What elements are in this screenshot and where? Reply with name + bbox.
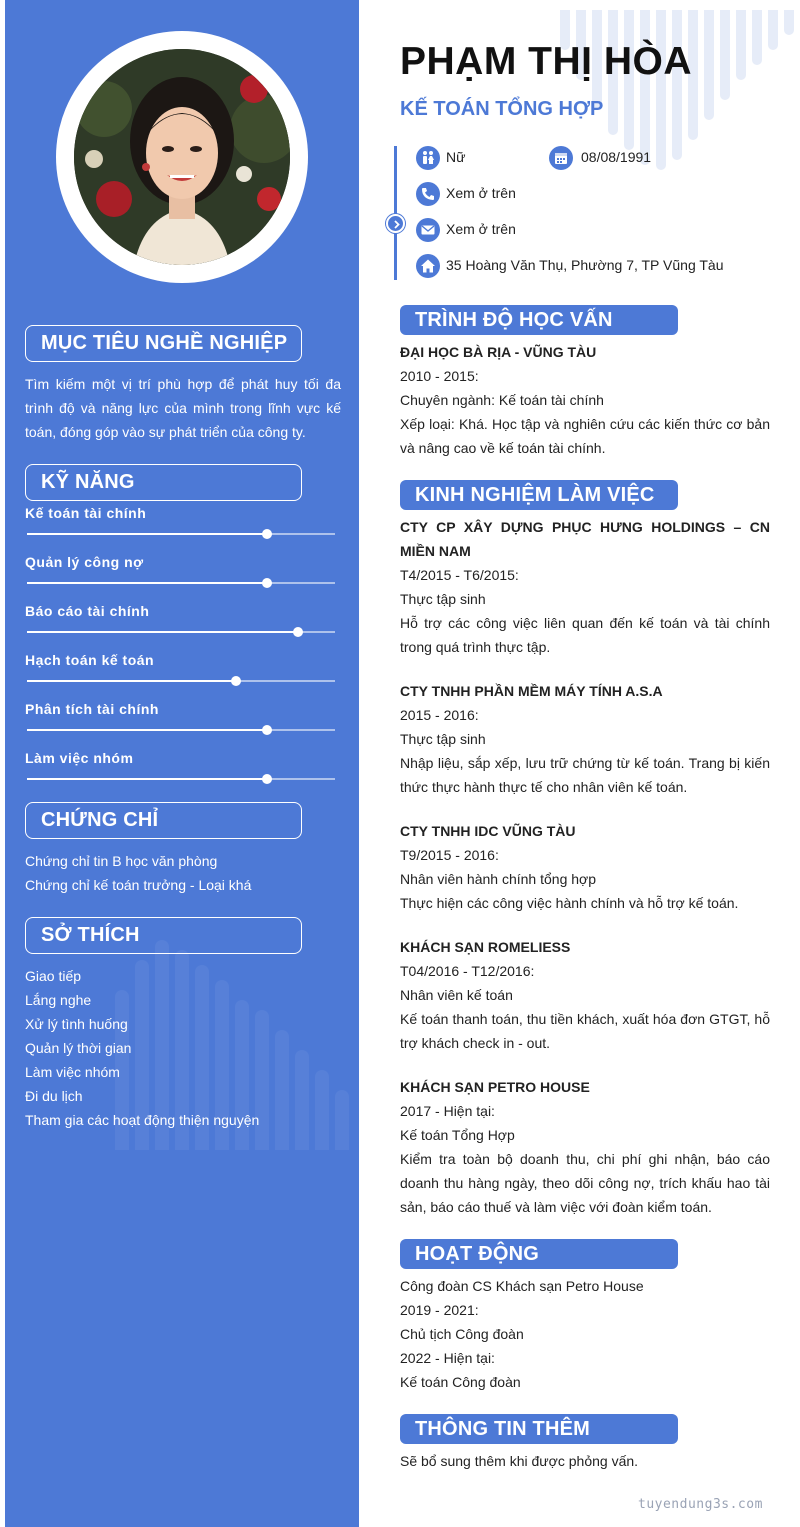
- birthday-value: 08/08/1991: [581, 149, 652, 165]
- activity-line: Công đoàn CS Khách sạn Petro House: [400, 1278, 644, 1294]
- home-icon: [416, 254, 440, 278]
- objective-heading: [25, 325, 302, 362]
- activities-title: HOẠT ĐỘNG: [415, 1243, 540, 1265]
- job-role: Nhân viên kế toán: [400, 987, 513, 1003]
- skill-bar: [27, 778, 335, 780]
- gender-item: [416, 146, 536, 170]
- watermark: tuyendung3s.com: [638, 1497, 763, 1512]
- job-role: Kế toán Tổng Hợp: [400, 1127, 515, 1143]
- activities-heading: [400, 1239, 678, 1269]
- job-role: Nhân viên hành chính tổng hợp: [400, 871, 596, 887]
- school-name: ĐẠI HỌC BÀ RỊA - VŨNG TÀU: [400, 344, 597, 360]
- skill-level-handle: [262, 578, 272, 588]
- job-entry: [400, 1075, 770, 1219]
- more-info-heading: [400, 1414, 678, 1444]
- avatar: [74, 49, 290, 265]
- objective-text: Tìm kiếm một vị trí phù hợp để phát huy tối đa trình độ và năng lực của mình trong lĩnh vực kế toán, đóng góp vào sự phát triển của công ty.: [25, 376, 341, 440]
- skill-item: [25, 554, 337, 594]
- job-entry: [400, 679, 770, 799]
- skill-name: Kế toán tài chính: [25, 505, 147, 521]
- activity-line: Chủ tịch Công đoàn: [400, 1326, 524, 1342]
- education-period: 2010 - 2015:: [400, 368, 479, 384]
- skill-bar: [27, 631, 335, 633]
- more-info-title: THÔNG TIN THÊM: [415, 1418, 591, 1440]
- hobbies-list: [25, 964, 345, 1132]
- job-period: 2015 - 2016:: [400, 707, 479, 723]
- skill-level-handle: [231, 676, 241, 686]
- job-company: CTY TNHH PHẦN MỀM MÁY TÍNH A.S.A: [400, 683, 663, 699]
- email-item: [416, 218, 616, 242]
- phone-item: [416, 182, 616, 206]
- job-company: CTY TNHH IDC VŨNG TÀU: [400, 823, 576, 839]
- education-title: TRÌNH ĐỘ HỌC VẤN: [415, 309, 613, 331]
- skill-name: Hạch toán kế toán: [25, 652, 155, 668]
- job-company: CTY CP XÂY DỰNG PHỤC HƯNG HOLDINGS – CN MIỀN NAM: [400, 519, 770, 559]
- job-period: T9/2015 - 2016:: [400, 847, 499, 863]
- birthday-item: [549, 146, 689, 170]
- job-entry: [400, 515, 770, 659]
- more-info-text: Sẽ bổ sung thêm khi được phỏng vấn.: [400, 1453, 639, 1469]
- candidate-name: PHẠM THỊ HÒA: [400, 40, 692, 83]
- job-role: Thực tập sinh: [400, 591, 486, 607]
- objective-title: MỤC TIÊU NGHỀ NGHIỆP: [41, 332, 288, 354]
- skill-item: [25, 603, 337, 643]
- education-major: Chuyên ngành: Kế toán tài chính: [400, 392, 604, 408]
- hobbies-heading: [25, 917, 302, 954]
- activity-line: Kế toán Công đoàn: [400, 1374, 521, 1390]
- hobbies-title: SỞ THÍCH: [41, 924, 140, 946]
- skill-bar: [27, 680, 335, 682]
- job-period: T04/2016 - T12/2016:: [400, 963, 535, 979]
- job-description: Nhập liệu, sắp xếp, lưu trữ chứng từ kế toán. Trang bị kiến thức thực hành thực tế cho nhân viên kế toán.: [400, 755, 770, 795]
- phone-value: Xem ở trên: [446, 185, 516, 201]
- skill-name: Quản lý công nợ: [25, 554, 144, 570]
- job-description: Kế toán thanh toán, thu tiền khách, xuất hóa đơn GTGT, hỗ trợ khách check in - out.: [400, 1011, 770, 1051]
- email-value: Xem ở trên: [446, 221, 516, 237]
- skill-item: [25, 505, 337, 545]
- skill-item: [25, 750, 337, 790]
- job-period: 2017 - Hiện tại:: [400, 1103, 495, 1119]
- mail-icon: [416, 218, 440, 242]
- education-heading: [400, 305, 678, 335]
- more-info-block: [400, 1449, 770, 1473]
- skill-level-handle: [262, 774, 272, 784]
- skills-title: KỸ NĂNG: [41, 471, 135, 493]
- education-detail: Xếp loại: Khá. Học tập và nghiên cứu các kiến thức cơ bản và nâng cao về kế toán tài chính.: [400, 416, 770, 456]
- gender-value: Nữ: [446, 149, 466, 165]
- activity-line: 2019 - 2021:: [400, 1302, 479, 1318]
- job-title: KẾ TOÁN TỔNG HỢP: [400, 98, 604, 120]
- certificate-item: Chứng chỉ kế toán trưởng - Loại khá: [25, 877, 252, 893]
- skills-heading: [25, 464, 302, 501]
- skill-level-handle: [262, 529, 272, 539]
- job-company: KHÁCH SẠN PETRO HOUSE: [400, 1079, 590, 1095]
- calendar-icon: [549, 146, 573, 170]
- sidebar: [5, 0, 359, 1527]
- job-period: T4/2015 - T6/2015:: [400, 567, 519, 583]
- contact-divider: [394, 146, 397, 280]
- job-description: Kiểm tra toàn bộ doanh thu, chi phí ghi nhận, báo cáo doanh thu hàng ngày, theo dõi công nợ, trích khấu hao tài sản, báo cáo thuế và làm việc với đoàn kiểm toán.: [400, 1151, 770, 1215]
- skill-level-handle: [293, 627, 303, 637]
- experience-heading: [400, 480, 678, 510]
- skill-level-handle: [262, 725, 272, 735]
- skill-item: [25, 652, 337, 692]
- activity-line: 2022 - Hiện tại:: [400, 1350, 495, 1366]
- address-item: [416, 254, 756, 278]
- skill-bar: [27, 582, 335, 584]
- phone-icon: [416, 182, 440, 206]
- skill-item: [25, 701, 337, 741]
- avatar-frame: [56, 31, 308, 283]
- certificates-title: CHỨNG CHỈ: [41, 809, 159, 831]
- hobby-item: Xử lý tình huống: [25, 1016, 128, 1032]
- job-company: KHÁCH SẠN ROMELIESS: [400, 939, 571, 955]
- job-description: Hỗ trợ các công việc liên quan đến kế toán và tài chính trong quá trình thực tập.: [400, 615, 770, 655]
- job-entry: [400, 819, 770, 915]
- hobby-item: Lắng nghe: [25, 992, 92, 1008]
- hobby-item: Đi du lịch: [25, 1088, 83, 1104]
- skill-bar: [27, 729, 335, 731]
- skill-name: Báo cáo tài chính: [25, 603, 150, 619]
- certificate-item: Chứng chỉ tin B học văn phòng: [25, 853, 218, 869]
- job-description: Thực hiện các công việc hành chính và hỗ trợ kế toán.: [400, 895, 739, 911]
- activities-block: [400, 1274, 770, 1394]
- chevron-right-icon: [386, 214, 405, 233]
- job-entry: [400, 935, 770, 1055]
- job-role: Thực tập sinh: [400, 731, 486, 747]
- hobby-item: Quản lý thời gian: [25, 1040, 132, 1056]
- education-block: [400, 340, 770, 460]
- address-value: 35 Hoàng Văn Thụ, Phường 7, TP Vũng Tàu: [446, 257, 724, 273]
- hobby-item: Giao tiếp: [25, 968, 82, 984]
- certificates-list: [25, 849, 345, 897]
- skill-bar: [27, 533, 335, 535]
- hobby-item: Làm việc nhóm: [25, 1064, 120, 1080]
- gender-icon: [416, 146, 440, 170]
- hobby-item: Tham gia các hoạt động thiện nguyện: [25, 1112, 260, 1128]
- experience-title: KINH NGHIỆM LÀM VIỆC: [415, 484, 655, 506]
- skill-name: Phân tích tài chính: [25, 701, 159, 717]
- skill-name: Làm việc nhóm: [25, 750, 134, 766]
- certificates-heading: [25, 802, 302, 839]
